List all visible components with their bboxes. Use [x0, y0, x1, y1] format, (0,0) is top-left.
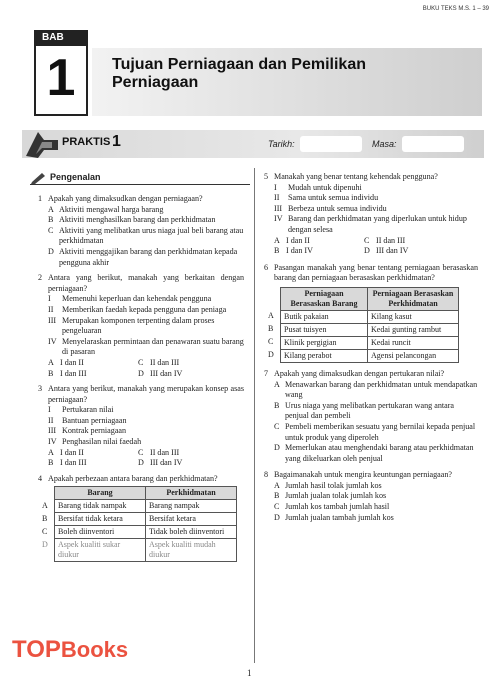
date-field[interactable] [300, 136, 362, 152]
q6-row-b[interactable]: B Pusat tuisyen Kedai gunting rambut [266, 323, 459, 336]
watermark-logo: TOPBooks [12, 636, 129, 663]
q5-item-iv: IV Barang dan perkhidmatan yang diperlukan untuk hidup dengan selesa [274, 214, 467, 234]
chapter-title: Tujuan Perniagaan dan Pemilikan Perniagaan [112, 56, 366, 91]
q5-choices-row-1[interactable]: A I dan II C II dan III [274, 235, 406, 245]
q6-row-d[interactable]: D Kilang perabot Agensi pelancongan [266, 349, 459, 362]
q7-option-a[interactable]: A Menawarkan barang dan perkhidmatan untuk mendapatkan wang [274, 379, 478, 400]
question-6: 6 Pasangan manakah yang benar tentang perniagaan berasaskan barang dan perniagaan berasaskan perkhidmatan? [264, 262, 478, 283]
q6-table [266, 287, 459, 363]
q4-header-perkhidmatan: Perkhidmatan [146, 487, 237, 500]
q8-option-b[interactable]: B Jumlah jualan tolak jumlah kos [274, 491, 387, 501]
q3-item-iv: IV Penghasilan nilai faedah [48, 437, 142, 447]
time-field[interactable] [402, 136, 464, 152]
pencil-icon [30, 172, 46, 184]
q2-choices-row-1[interactable]: A I dan II C II dan III [48, 357, 180, 367]
column-divider [254, 168, 255, 663]
q1-option-b[interactable]: B Aktiviti menghasilkan barang dan perkhidmatan [48, 215, 216, 225]
left-column [38, 194, 244, 562]
question-1: 1 Apakah yang dimaksudkan dengan perniagaan? [38, 194, 203, 203]
q1-option-a[interactable]: A Aktiviti mengawal harga barang [48, 204, 164, 214]
chapter-number: 1 [46, 49, 76, 107]
time-label: Masa: [372, 139, 397, 149]
q6-row-a[interactable]: A Butik pakaian Kilang kasut [266, 310, 459, 323]
q8-option-d[interactable]: D Jumlah jualan tambah jumlah kos [274, 512, 394, 522]
q7-option-c[interactable]: C Pembeli memberikan sesuatu yang bernilai kepada penjual untuk produk yang diperoleh [274, 421, 476, 442]
right-column [264, 172, 478, 523]
q2-choices-row-2[interactable]: B I dan III D III dan IV [48, 368, 183, 378]
q3-item-ii: II Bantuan perniagaan [48, 415, 127, 425]
question-3: 3 Antara yang berikut, manakah yang merupakan konsep asas perniagaan? [38, 384, 244, 404]
q6-header-perkhidmatan: Perniagaan Berasaskan Perkhidmatan [368, 287, 459, 310]
q5-item-iii: III Berbeza untuk semua individu [274, 203, 387, 213]
q2-item-i: I Memenuhi keperluan dan kehendak pengguna [48, 294, 212, 304]
q6-row-c[interactable]: C Klinik pergigian Kedai runcit [266, 336, 459, 349]
q1-option-c[interactable]: C Aktiviti yang melibatkan urus niaga jual beli barang atau perkhidmatan [48, 225, 244, 246]
textbook-page-reference: BUKU TEKS M.S. 1 – 39 [422, 6, 489, 12]
section-heading: Pengenalan [30, 172, 250, 185]
q5-item-i: I Mudah untuk dipenuhi [274, 182, 362, 192]
q5-item-ii: II Sama untuk semua individu [274, 193, 379, 203]
question-5: 5 Manakah yang benar tentang kehendak pengguna? [264, 172, 438, 181]
q2-item-iv: IV Menyelaraskan permintaan dan penawaran suatu barang di pasaran [48, 336, 244, 357]
q2-item-ii: II Memberikan faedah kepada pengguna dan peniaga [48, 304, 227, 314]
q4-row-c[interactable]: C Boleh diinventori Tidak boleh diinventori [40, 526, 237, 539]
chapter-label: BAB [34, 30, 88, 46]
q4-table [40, 486, 237, 562]
practice-label: PRAKTIS [62, 136, 111, 148]
q8-option-c[interactable]: C Jumlah kos tambah jumlah hasil [274, 502, 390, 512]
q7-option-d[interactable]: D Memerlukan atau menghendaki barang atau perkhidmatan yang dikeluarkan oleh penjual [274, 443, 474, 463]
date-label: Tarikh: [268, 139, 295, 149]
q6-header-barang: Perniagaan Berasaskan Barang [281, 287, 368, 310]
q3-item-iii: III Kontrak perniagaan [48, 426, 127, 436]
q4-row-d[interactable]: D Aspek kualiti sukar diukur Aspek kualiti mudah diukur [40, 539, 237, 562]
q4-row-b[interactable]: B Bersifat tidak ketara Bersifat ketara [40, 513, 237, 526]
q8-option-a[interactable]: A Jumlah hasil tolak jumlah kos [274, 480, 382, 490]
q3-choices-row-2[interactable]: B I dan III D III dan IV [48, 458, 183, 468]
page-number: 1 [247, 668, 252, 678]
q4-row-a[interactable]: A Barang tidak nampak Barang nampak [40, 500, 237, 513]
q1-option-d[interactable]: D Aktiviti menggajikan barang dan perkhidmatan kepada pengguna akhir [48, 246, 238, 267]
q7-option-b[interactable]: B Urus niaga yang melibatkan pertukaran wang antara penjual dan pembeli [274, 400, 455, 421]
question-7: 7 Apakah yang dimaksudkan dengan pertukaran nilai? [264, 368, 445, 378]
question-8: 8 Bagaimanakah untuk mengira keuntungan perniagaan? [264, 470, 452, 480]
q3-item-i: I Pertukaran nilai [48, 405, 114, 415]
q4-header-barang: Barang [55, 487, 146, 500]
q3-choices-row-1[interactable]: A I dan II C II dan III [48, 447, 180, 457]
question-2: 2 Antara yang berikut, manakah yang berkaitan dengan perniagaan? [38, 273, 244, 293]
practice-arrow-icon [22, 126, 62, 162]
q2-item-iii: III Merupakan komponen terpenting dalam proses pengeluaran [48, 315, 215, 336]
q5-choices-row-2[interactable]: B I dan IV D III dan IV [274, 246, 409, 256]
practice-number: 1 [112, 133, 121, 150]
question-4: 4 Apakah perbezaan antara barang dan perkhidmatan? [38, 473, 218, 483]
